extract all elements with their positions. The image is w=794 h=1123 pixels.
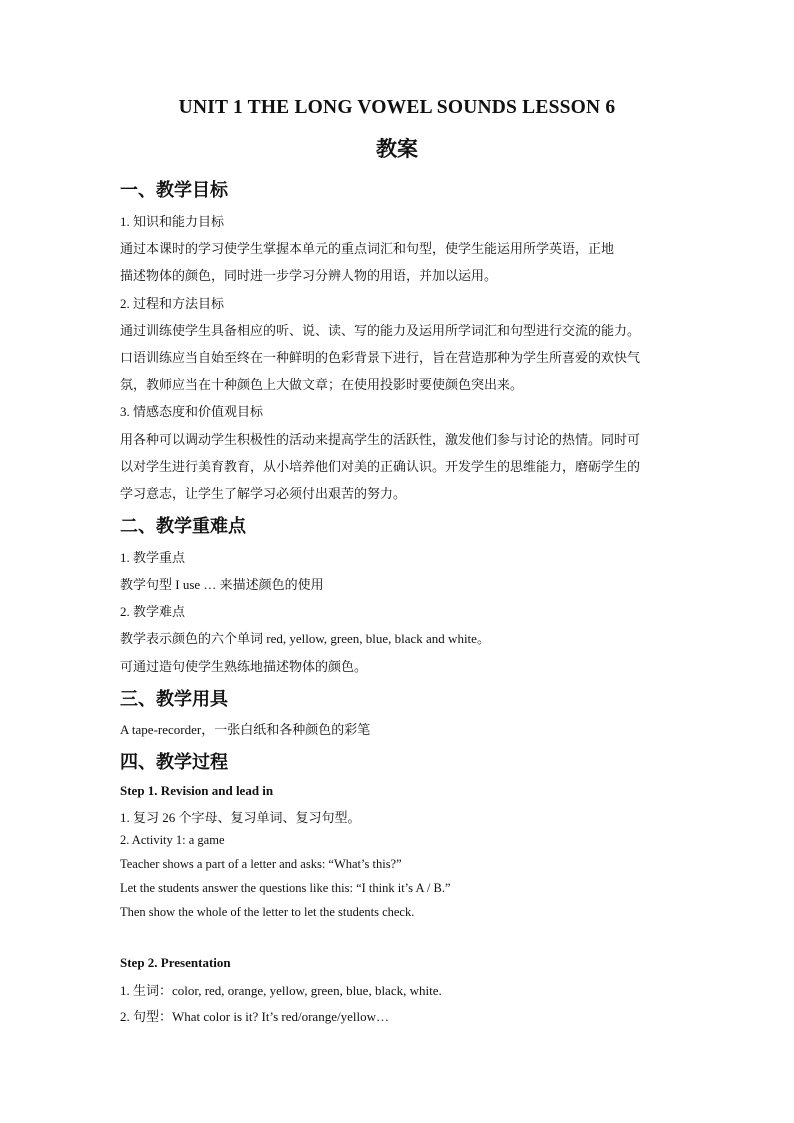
- document-title: UNIT 1 THE LONG VOWEL SOUNDS LESSON 6: [178, 97, 616, 118]
- paragraph-line: 学习意志，让学生了解学习必须付出艰苦的努力。: [120, 486, 407, 501]
- objective-1-label: 1. 知识和能力目标: [120, 214, 225, 229]
- section-heading-objectives: 一、教学目标: [120, 180, 228, 200]
- objective-2-label: 2. 过程和方法目标: [120, 296, 225, 311]
- paragraph-line: Then show the whole of the letter to let the students check.: [120, 905, 415, 919]
- paragraph-line: 氛，教师应当在十种颜色上大做文章；在使用投影时要使颜色突出来。: [120, 377, 524, 392]
- paragraph-line: A tape-recorder，一张白纸和各种颜色的彩笔: [120, 722, 371, 737]
- paragraph-line: 口语训练应当自始至终在一种鲜明的色彩背景下进行，旨在营造那种为学生所喜爱的欢快气: [120, 350, 641, 365]
- paragraph-line: 通过训练使学生具备相应的听、说、读、写的能力及运用所学词汇和句型进行交流的能力。: [120, 323, 641, 338]
- paragraph-line: 用各种可以调动学生积极性的活动来提高学生的活跃性，激发他们参与讨论的热情。同时可: [120, 432, 641, 447]
- paragraph-line: 通过本课时的学习使学生掌握本单元的重点词汇和句型，使学生能运用所学英语，正地: [120, 241, 615, 256]
- paragraph-line: 2. 句型：What color is it? It’s red/orange/yellow…: [120, 1009, 389, 1024]
- paragraph-line: 2. Activity 1: a game: [120, 833, 225, 847]
- paragraph-line: Teacher shows a part of a letter and asks: “What’s this?”: [120, 857, 402, 871]
- section-heading-procedure: 四、教学过程: [120, 752, 228, 772]
- step-1-title: Step 1. Revision and lead in: [120, 783, 274, 798]
- paragraph-line: 描述物体的颜色，同时进一步学习分辨人物的用语，并加以运用。: [120, 268, 498, 283]
- step-2-title: Step 2. Presentation: [120, 955, 231, 970]
- section-heading-key-points: 二、教学重难点: [120, 516, 246, 536]
- paragraph-line: 1. 复习 26 个字母、复习单词、复习句型。: [120, 810, 361, 825]
- paragraph-line: 可通过造句使学生熟练地描述物体的颜色。: [120, 659, 368, 674]
- paragraph-line: 教学表示颜色的六个单词 red, yellow, green, blue, black and white。: [120, 631, 490, 646]
- paragraph-line: Let the students answer the questions like this: “I think it’s A / B.”: [120, 881, 451, 895]
- difficulty-label: 2. 教学难点: [120, 604, 186, 619]
- paragraph-line: 以对学生进行美育教育，从小培养他们对美的正确认识。开发学生的思维能力，磨砺学生的: [120, 459, 641, 474]
- key-point-label: 1. 教学重点: [120, 550, 186, 565]
- paragraph-line: 教学句型 I use … 来描述颜色的使用: [120, 577, 324, 592]
- section-heading-materials: 三、教学用具: [120, 689, 228, 709]
- document-subtitle: 教案: [376, 137, 418, 161]
- paragraph-line: 1. 生词：color, red, orange, yellow, green, blue, black, white.: [120, 983, 442, 998]
- objective-3-label: 3. 情感态度和价值观目标: [120, 404, 264, 419]
